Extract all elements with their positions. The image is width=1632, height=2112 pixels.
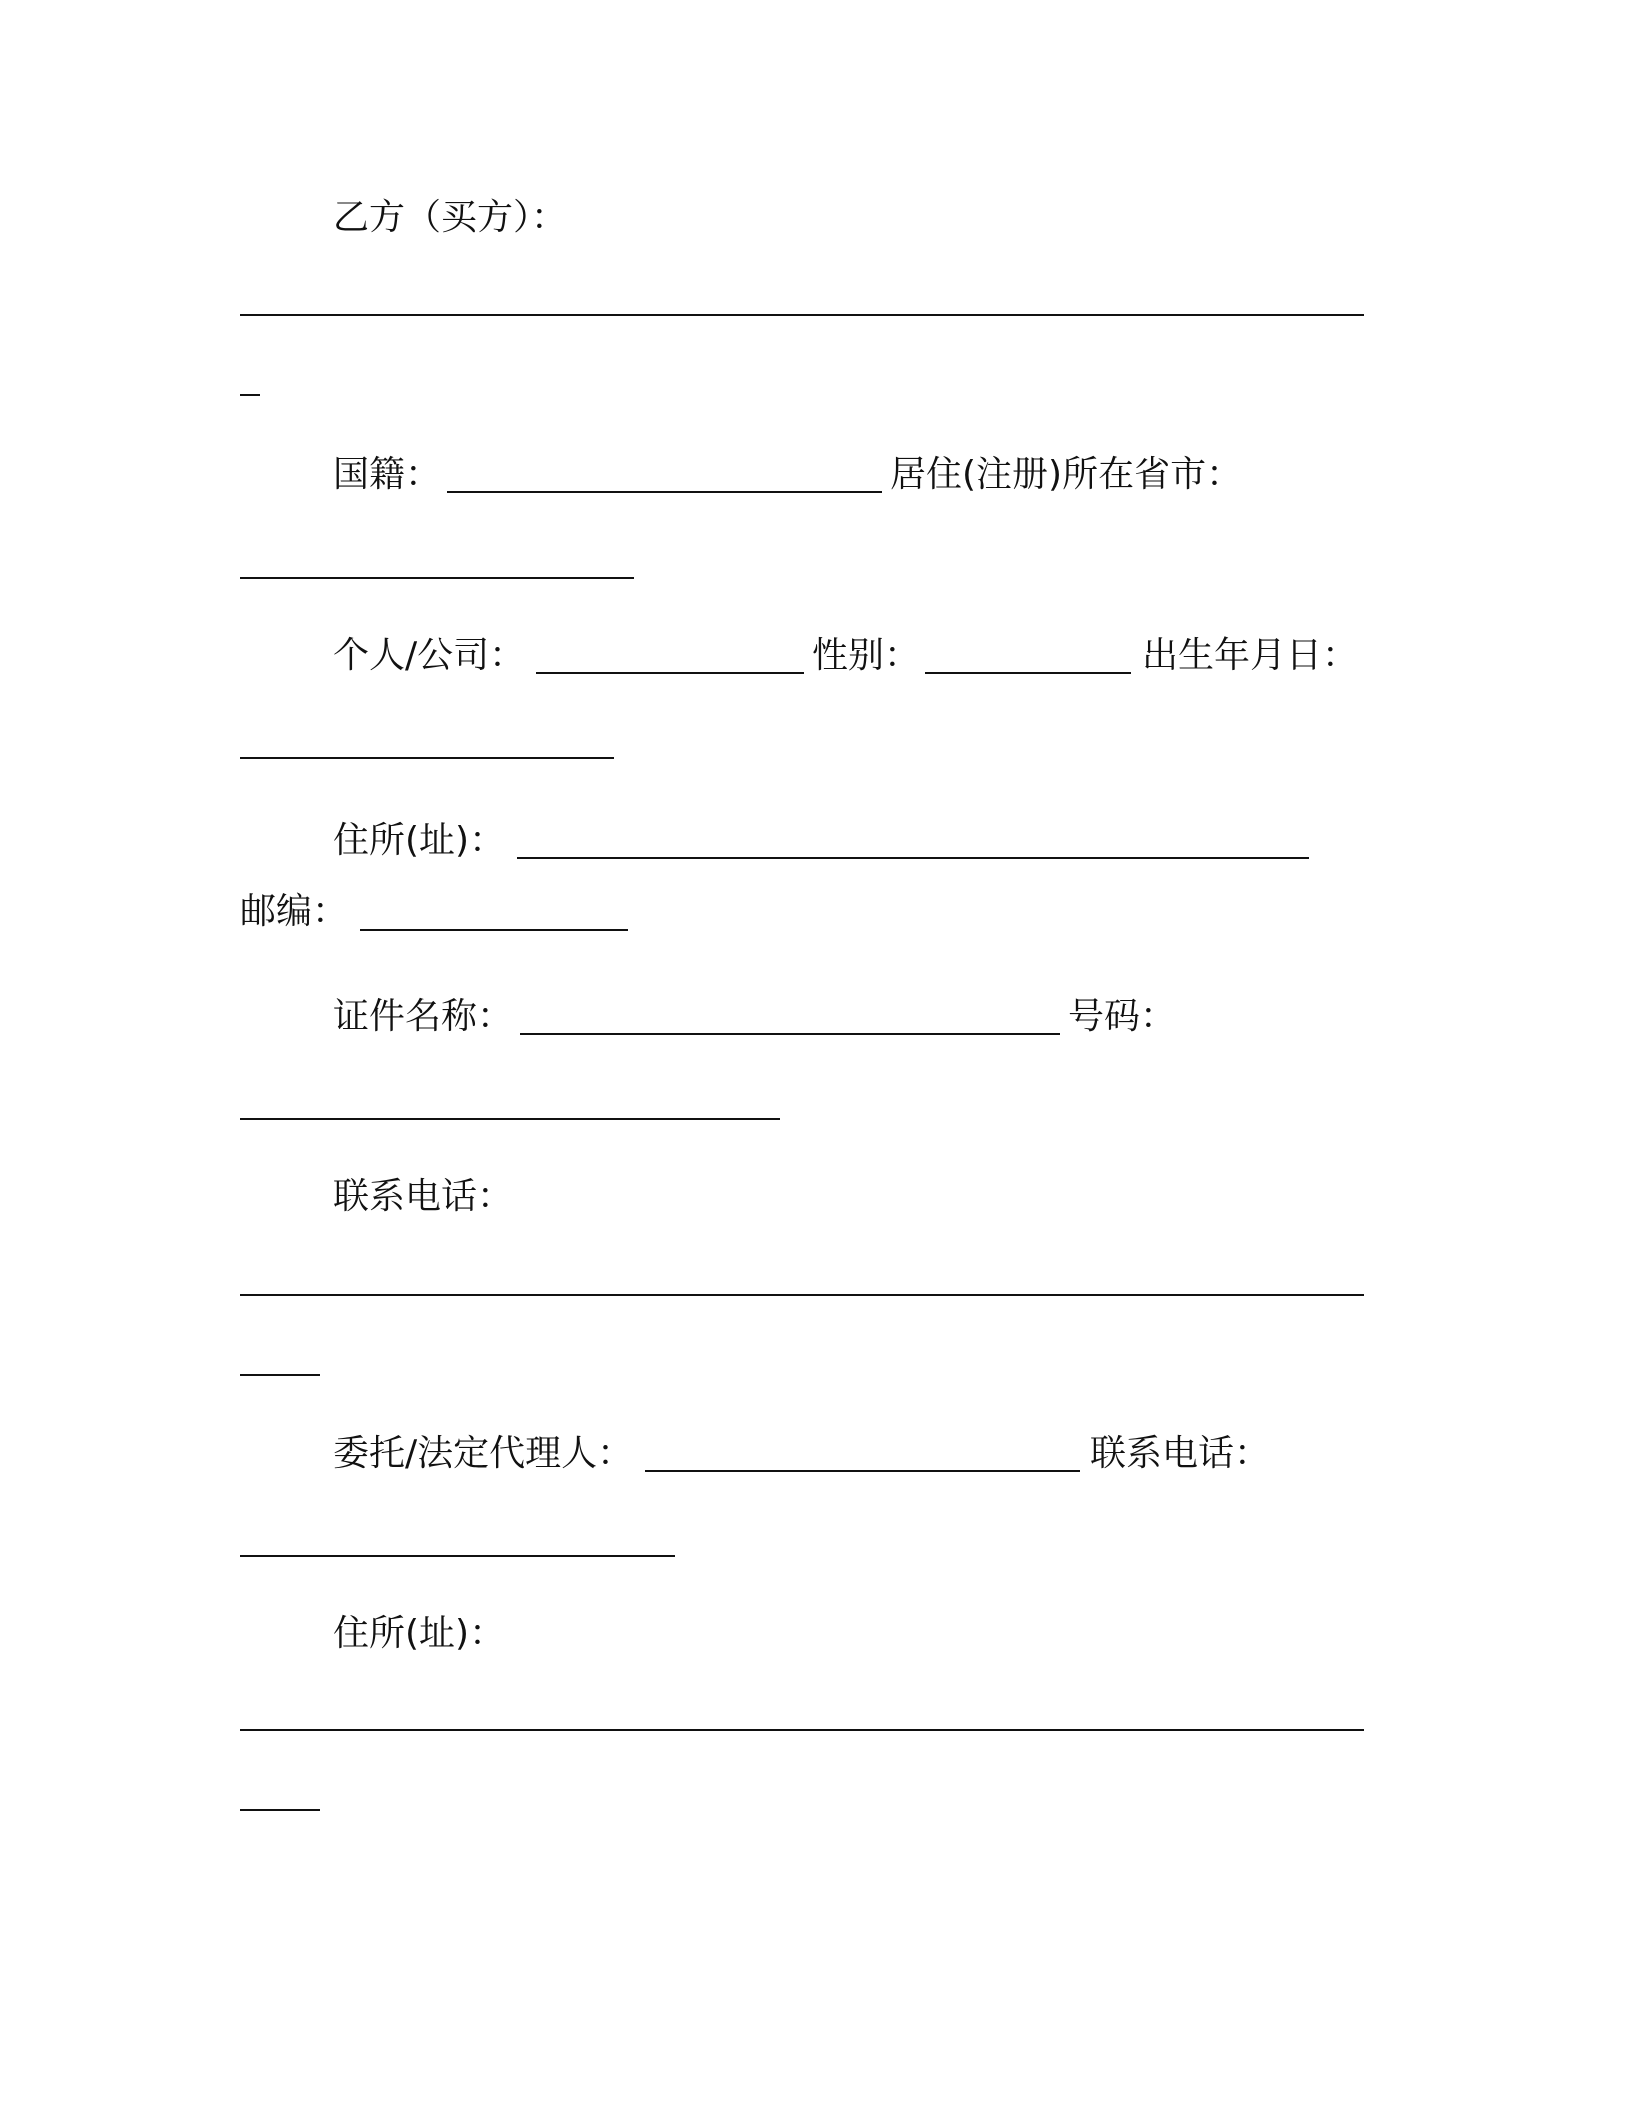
postcode-blank[interactable] — [360, 929, 628, 931]
birthdate-label: 出生年月日： — [1142, 635, 1359, 676]
party-b-name-blank[interactable] — [240, 314, 1364, 316]
postcode-label: 邮编： — [240, 891, 349, 932]
id-number-blank[interactable] — [240, 1118, 780, 1120]
agent-phone-label: 联系电话： — [1090, 1433, 1271, 1474]
birthdate-blank[interactable] — [240, 757, 614, 759]
id-name-blank[interactable] — [520, 1033, 1060, 1035]
person-company-label: 个人/公司： — [333, 635, 526, 676]
person-company-blank[interactable] — [536, 672, 804, 674]
party-b-name-blank-continued[interactable] — [240, 394, 260, 396]
residence-blank[interactable] — [240, 577, 634, 579]
nationality-blank[interactable] — [447, 491, 882, 493]
id-name-label: 证件名称： — [333, 996, 514, 1037]
nationality-label: 国籍： — [333, 454, 442, 495]
agent-blank[interactable] — [645, 1470, 1080, 1472]
gender-blank[interactable] — [925, 672, 1131, 674]
id-number-label: 号码： — [1068, 996, 1177, 1037]
party-b-heading: 乙方（买方）： — [333, 197, 568, 238]
address-blank[interactable] — [517, 857, 1309, 859]
phone-blank[interactable] — [240, 1294, 1364, 1296]
address-label: 住所(址)： — [333, 820, 506, 861]
agent-address-blank-continued[interactable] — [240, 1809, 320, 1811]
residence-label: 居住(注册)所在省市： — [890, 454, 1243, 495]
agent-address-label: 住所(址)： — [333, 1613, 506, 1654]
phone-blank-continued[interactable] — [240, 1374, 320, 1376]
agent-address-blank[interactable] — [240, 1729, 1364, 1731]
phone-label: 联系电话： — [333, 1176, 514, 1217]
gender-label: 性别： — [812, 635, 921, 676]
agent-label: 委托/法定代理人： — [333, 1433, 634, 1474]
agent-phone-blank[interactable] — [240, 1555, 675, 1557]
